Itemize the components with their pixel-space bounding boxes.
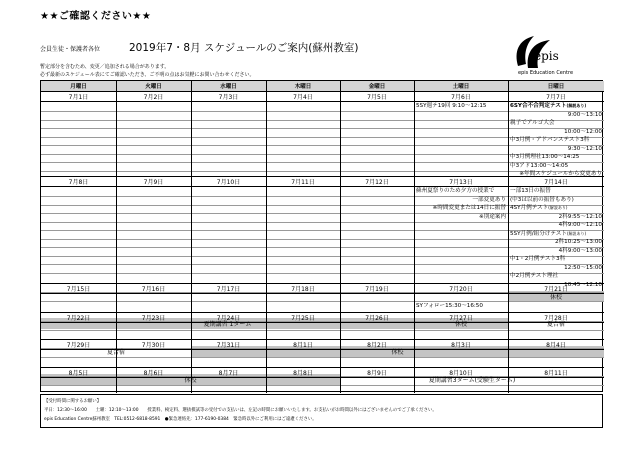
date-cell: 7月13日 <box>449 178 473 186</box>
date-cell: 7月22日 <box>66 314 91 322</box>
event-note: (解説あり) <box>548 205 568 210</box>
closed-label: 休校 <box>184 377 197 384</box>
date-cell: 8月7日 <box>218 369 239 377</box>
date-cell: 8月1日 <box>293 341 313 349</box>
weekday-header: 土曜日 <box>414 81 508 91</box>
date-cell: 7月23日 <box>141 314 166 322</box>
event-text: 6SY合不合判定テスト(解説あり) <box>510 103 587 109</box>
date-cell: 7月16日 <box>141 285 166 293</box>
weekday-header: 金曜日 <box>340 81 414 91</box>
date-cell: 8月8日 <box>293 369 313 377</box>
date-cell: 8月9日 <box>367 369 387 377</box>
date-cell: 7月4日 <box>293 93 313 101</box>
camp-label: 夏合宿 <box>106 349 125 356</box>
date-cell: 8月11日 <box>544 369 568 377</box>
event-text: 一部13日の振替 <box>510 188 551 194</box>
logo-wordmark: epis <box>534 49 559 63</box>
event-text: 中3月例・アドバンステスト3科 <box>510 137 590 143</box>
date-cell: 8月3日 <box>451 341 471 349</box>
date-cell: 7月25日 <box>291 314 315 322</box>
event-text: 9:30～12:10 <box>567 145 602 152</box>
event-text: 10:45～12:10 <box>564 281 602 288</box>
closed-label: 休校 <box>454 321 467 328</box>
event-note: (解説あり) <box>566 103 587 108</box>
date-cell: 7月24日 <box>216 314 241 322</box>
footer-title: 【受付時間に関するお願い】 <box>44 399 102 404</box>
event-text: ※時間変更または14日に振替 <box>432 205 506 211</box>
date-cell: 7月26日 <box>365 314 389 322</box>
date-cell: 7月19日 <box>365 285 389 293</box>
event-text: 蘇州夏祭りのため夕方の授業で <box>416 188 495 194</box>
event-text: (中3は以前の振替もあり) <box>510 196 574 203</box>
date-cell: 7月15日 <box>66 285 91 293</box>
weekday-header: 水曜日 <box>191 81 266 91</box>
event-text: 10:00～12:00 <box>564 128 602 135</box>
date-cell: 7月21日 <box>544 285 568 293</box>
event-text: 一部変更あり <box>472 196 506 203</box>
event-text: 2科9:55～12:10 <box>558 213 602 220</box>
closed-label: 休校 <box>391 349 404 356</box>
date-cell: 7月17日 <box>216 285 241 293</box>
camp-label: 夏合宿 <box>546 321 565 328</box>
event-text: 中3月例理社13:00～14:25 <box>510 154 580 160</box>
date-cell: 7月12日 <box>365 178 389 186</box>
event-text: 12:50～15:00 <box>564 264 602 271</box>
date-cell: 7月18日 <box>291 285 315 293</box>
event-text: 4科9:00～12:10 <box>558 222 602 228</box>
date-cell: 7月2日 <box>143 93 164 101</box>
date-cell: 8月4日 <box>546 341 566 349</box>
event-note: (解説あり) <box>566 230 587 236</box>
grid-line <box>41 385 604 386</box>
date-cell: 7月10日 <box>216 178 241 186</box>
event-text: SYフォロー15:30～16:50 <box>416 303 483 309</box>
footer-hours: 平日：12:30～16:00 土曜：12:10～13:00 授業料、検定料、選抜模試等の受付での支払いは、左記の時間にお願いいたします。お支払いがお時間以外にはございませんのでご了承ください。 <box>44 408 437 413</box>
summer-term-label: 夏期講習3ターム(受験生ターム) <box>428 377 516 384</box>
event-text: 4科9:00～13:00 <box>558 247 602 254</box>
event-text: 5SY週テ19回 9:10～12:15 <box>416 103 487 109</box>
weekday-header: 木曜日 <box>266 81 340 91</box>
date-cell: 7月7日 <box>546 93 566 101</box>
date-cell: 7月9日 <box>143 178 164 186</box>
event-text: 5SY月例/組分けテスト(解説あり) <box>510 230 587 237</box>
date-cell: 7月3日 <box>218 93 239 101</box>
weekday-header: 月曜日 <box>41 81 116 91</box>
event-text: 中1・2月例テスト3科 <box>510 256 566 262</box>
date-cell: 7月1日 <box>68 93 89 101</box>
addressee: 会員生徒・保護者各位 <box>40 46 101 53</box>
event-text: 4SY月例テスト(解説あり) <box>510 205 568 211</box>
date-cell: 7月11日 <box>291 178 315 186</box>
event-text: ※別途案内 <box>478 213 506 220</box>
notice-line-1: 暫定部分を含むため、変更／追加される場合があります。 <box>40 64 170 70</box>
footer-contact: epis Education Centre蘇州教室 TEL:0512-6818-8591 ●緊急連絡先：177-6190-0384 緊急時以外にご利用にはご遠慮ください。 <box>44 417 317 422</box>
closed-label: 休校 <box>549 294 562 301</box>
schedule-heading: 2019年7・8月 スケジュールのご案内(蘇州教室) <box>129 42 359 54</box>
grid-line <box>41 330 604 331</box>
date-cell: 8月5日 <box>68 369 89 377</box>
summer-term-label: 夏期講習 1ターム <box>203 321 252 328</box>
date-cell: 7月20日 <box>449 285 473 293</box>
date-cell: 7月6日 <box>451 93 471 101</box>
footer-notice <box>40 394 603 428</box>
event-text: 9:00～13:10 <box>567 111 602 118</box>
event-text: 中2月例テスト理社 <box>510 273 559 279</box>
grid-line <box>41 357 604 358</box>
event-text: ※年間スケジュールから変更あり <box>519 171 602 177</box>
event-text: 親子でアルゴ大会 <box>510 120 555 126</box>
weekday-header: 火曜日 <box>116 81 191 91</box>
date-cell: 8月10日 <box>449 369 473 377</box>
date-cell: 8月6日 <box>143 369 164 377</box>
logo-subtitle: epis Education Centre <box>518 70 574 76</box>
weekday-header: 日曜日 <box>508 81 604 91</box>
date-cell: 7月27日 <box>449 314 473 322</box>
date-cell: 7月30日 <box>141 341 166 349</box>
date-cell: 7月8日 <box>68 178 89 186</box>
date-cell: 7月29日 <box>66 341 91 349</box>
event-text: 2科10:25～13:00 <box>555 239 602 245</box>
schedule-table <box>40 80 603 392</box>
notice-line-2: 必ず最新のスケジュール表にてご確認いただき、ご不明の点はお気軽にお問い合わせください。 <box>40 72 255 78</box>
event-text: 中3アド13:00～14:05 <box>510 162 569 169</box>
date-cell: 7月31日 <box>216 341 241 349</box>
page-title: ★★ご確認ください★★ <box>40 11 152 22</box>
date-cell: 7月28日 <box>544 314 568 322</box>
date-cell: 7月5日 <box>367 93 387 101</box>
date-cell: 8月2日 <box>367 341 387 349</box>
date-cell: 7月14日 <box>544 178 568 186</box>
